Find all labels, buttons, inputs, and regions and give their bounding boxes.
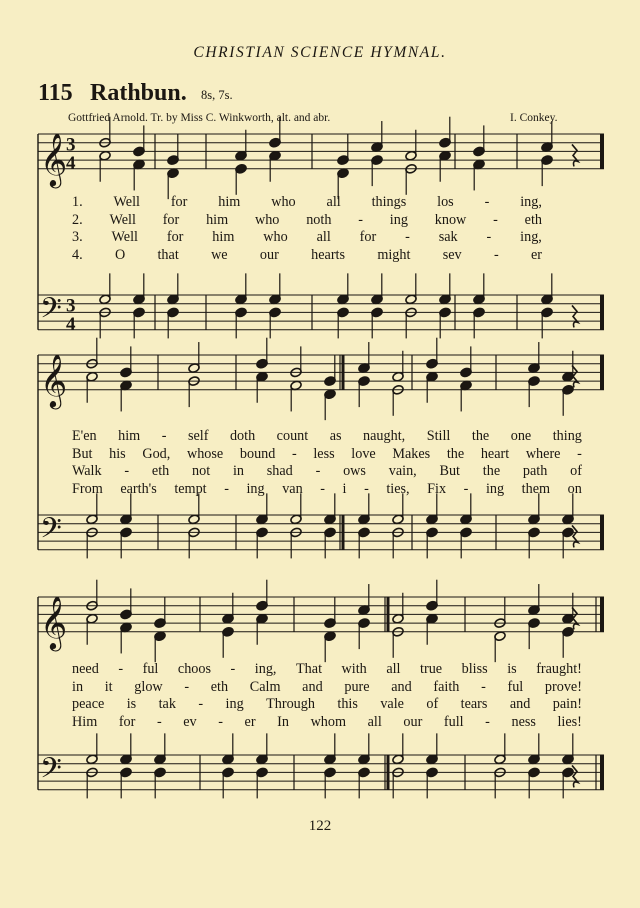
lyric-syllable: the xyxy=(471,428,490,444)
lyric-syllable: them xyxy=(521,480,551,497)
lyric-syllable: - xyxy=(291,445,297,462)
lyric-syllable: faith xyxy=(433,678,460,695)
lyric-syllable: - xyxy=(224,480,229,497)
lyric-syllable: of xyxy=(426,696,439,712)
lyric-line xyxy=(72,194,542,211)
lyric-syllable: where xyxy=(525,445,561,462)
lyric-syllable: and xyxy=(302,678,323,695)
lyric-syllable: on xyxy=(567,480,582,497)
lyric-syllable: Fix xyxy=(427,480,447,497)
lyric-syllable: - xyxy=(230,661,236,677)
lyric-syllable: eth xyxy=(524,211,542,228)
lyric-syllable: But xyxy=(72,445,93,462)
running-title: CHRISTIAN SCIENCE HYMNAL. xyxy=(193,44,447,61)
lyric-syllable: ful xyxy=(142,661,159,677)
lyric-syllable: who xyxy=(263,229,288,245)
lyric-syllable: tempt xyxy=(174,480,207,497)
lyric-syllable: - xyxy=(486,229,492,245)
lyric-syllable: naught, xyxy=(363,428,406,444)
lyric-syllable: not xyxy=(192,463,211,479)
time-signature-bass-top: 3 xyxy=(66,295,76,317)
lyric-syllable: of xyxy=(570,463,582,479)
lyric-syllable: 2. xyxy=(72,211,83,228)
lyric-syllable: him xyxy=(206,211,229,228)
quarter-rest xyxy=(572,144,578,166)
lyric-syllable: Walk xyxy=(72,463,102,479)
lyric-syllable: all xyxy=(386,661,401,677)
lyric-line xyxy=(72,661,582,678)
text-credit: Gottfried Arnold. Tr. by Miss C. Winkworth, alt. and abr. xyxy=(68,112,331,124)
lyric-syllable: tears xyxy=(460,696,488,712)
lyric-syllable: is xyxy=(126,696,137,712)
treble-clef: 𝄞 xyxy=(40,131,68,186)
lyric-syllable: and xyxy=(391,678,412,695)
lyric-syllable: who xyxy=(254,211,280,228)
lyric-syllable: with xyxy=(341,661,367,677)
lyric-line xyxy=(72,481,582,498)
lyric-syllable: know xyxy=(434,211,467,228)
lyric-syllable: - xyxy=(405,229,410,245)
lyric-syllable: los xyxy=(437,194,454,210)
lyric-syllable: ing, xyxy=(520,229,542,245)
quarter-rest xyxy=(572,765,578,787)
lyric-syllable: sev xyxy=(442,246,462,263)
lyric-syllable: bliss xyxy=(461,661,488,677)
treble-clef: 𝄞 xyxy=(40,594,68,649)
lyric-syllable: E'en xyxy=(72,428,97,444)
lyric-syllable: choos xyxy=(177,661,211,677)
lyric-syllable: ing, xyxy=(254,661,277,677)
lyric-syllable: him xyxy=(118,428,141,444)
lyric-syllable: him xyxy=(212,229,235,245)
lyric-syllable: this xyxy=(337,696,358,712)
lyric-syllable: the xyxy=(482,463,501,479)
lyric-syllable: for xyxy=(162,211,180,228)
lyric-syllable: ing xyxy=(485,480,505,497)
lyric-syllable: - xyxy=(485,713,490,730)
lyric-syllable: vale xyxy=(380,696,404,712)
lyric-syllable: count xyxy=(276,428,309,444)
lyric-syllable: ness xyxy=(511,713,536,730)
meter: 8s, 7s. xyxy=(201,88,233,102)
lyric-syllable: Calm xyxy=(249,678,281,695)
lyric-syllable: But xyxy=(439,463,460,479)
time-signature-treble-bottom: 4 xyxy=(66,152,76,174)
lyric-syllable: O xyxy=(114,246,126,263)
lyric-syllable: - xyxy=(198,696,204,712)
bass-clef: 𝄢 xyxy=(40,292,62,333)
lyric-syllable: in xyxy=(232,463,244,479)
lyric-syllable: hearts xyxy=(311,246,346,263)
lyric-syllable: - xyxy=(320,480,325,497)
lyric-syllable: heart xyxy=(480,445,510,462)
lyric-syllable: whose xyxy=(186,445,224,462)
lyric-syllable: him xyxy=(218,194,241,210)
lyric-syllable: vain, xyxy=(388,463,417,479)
lyric-syllable: we xyxy=(211,246,228,263)
lyric-syllable: - xyxy=(493,211,498,228)
time-signature-treble-top: 3 xyxy=(66,134,76,156)
lyric-syllable: peace xyxy=(72,696,105,712)
lyric-syllable: - xyxy=(315,463,321,479)
lyric-syllable: ing xyxy=(389,211,408,228)
music-credit: I. Conkey. xyxy=(510,112,558,124)
lyric-syllable: 4. xyxy=(72,246,83,263)
lyric-syllable: lies! xyxy=(557,713,582,730)
lyric-syllable: - xyxy=(124,463,130,479)
bass-clef: 𝄢 xyxy=(40,512,62,553)
lyric-line xyxy=(72,247,542,264)
lyric-syllable: - xyxy=(358,211,363,228)
lyric-syllable: earth's xyxy=(120,480,157,497)
lyric-syllable: for xyxy=(359,229,377,245)
lyric-syllable: er xyxy=(530,246,542,263)
lyric-syllable: for xyxy=(170,194,188,210)
lyric-syllable: self xyxy=(187,428,209,444)
lyric-syllable: That xyxy=(296,661,323,677)
lyric-syllable: it xyxy=(104,678,113,695)
quarter-rest xyxy=(572,305,578,327)
tune-name: Rathbun. xyxy=(90,80,187,106)
lyric-syllable: 3. xyxy=(72,229,83,245)
lyric-syllable: Makes xyxy=(392,445,431,462)
lyric-syllable: From xyxy=(72,480,103,497)
lyric-syllable: ing, xyxy=(520,194,542,210)
lyric-syllable: - xyxy=(577,445,582,462)
lyric-syllable: prove! xyxy=(544,678,582,695)
lyric-syllable: - xyxy=(484,194,490,210)
treble-clef: 𝄞 xyxy=(40,352,68,407)
lyric-syllable: eth xyxy=(151,463,170,479)
lyric-syllable: In xyxy=(277,713,289,730)
lyric-syllable: eth xyxy=(210,678,229,695)
lyric-syllable: sak xyxy=(438,229,458,245)
lyric-syllable: pure xyxy=(344,678,370,695)
lyric-syllable: all xyxy=(326,194,341,210)
lyric-syllable: i xyxy=(342,480,347,497)
lyric-syllable: er xyxy=(244,713,256,730)
time-signature-bass-bottom: 4 xyxy=(66,313,76,335)
lyric-line xyxy=(72,463,582,480)
lyric-syllable: things xyxy=(371,194,407,210)
lyric-syllable: all xyxy=(367,713,382,730)
lyric-syllable: all xyxy=(316,229,331,245)
lyric-syllable: as xyxy=(329,428,342,444)
lyric-line xyxy=(72,696,582,713)
lyric-syllable: our xyxy=(259,246,279,263)
lyric-syllable: in xyxy=(72,678,84,695)
lyric-syllable: Well xyxy=(113,194,140,210)
lyric-syllable: - xyxy=(118,661,124,677)
lyric-syllable: - xyxy=(481,678,486,695)
lyric-syllable: that xyxy=(157,246,179,263)
lyric-syllable: might xyxy=(377,246,411,263)
lyric-syllable: shad xyxy=(266,463,293,479)
lyric-syllable: for xyxy=(118,713,136,730)
lyric-syllable: path xyxy=(522,463,548,479)
lyric-syllable: 1. xyxy=(72,194,83,210)
lyric-syllable: ing xyxy=(225,696,244,712)
lyric-syllable: who xyxy=(271,194,296,210)
lyric-syllable: whom xyxy=(310,713,347,730)
lyric-syllable: ful xyxy=(507,678,524,695)
lyric-syllable: less xyxy=(313,445,335,462)
lyric-syllable: - xyxy=(156,713,162,730)
lyric-syllable: Still xyxy=(426,428,451,444)
lyric-syllable: Well xyxy=(109,211,136,228)
lyric-line xyxy=(72,212,542,229)
lyric-syllable: full xyxy=(443,713,464,730)
lyric-syllable: is xyxy=(507,661,517,677)
lyric-syllable: one xyxy=(510,428,532,444)
lyric-syllable: true xyxy=(420,661,443,677)
lyric-syllable: God, xyxy=(142,445,171,462)
hymn-number: 115 xyxy=(38,80,73,106)
lyric-line xyxy=(72,428,582,445)
lyric-syllable: - xyxy=(161,428,167,444)
lyric-syllable: doth xyxy=(229,428,256,444)
lyric-syllable: pain! xyxy=(552,696,582,712)
page-number: 122 xyxy=(308,818,332,834)
lyric-line xyxy=(72,679,582,696)
lyric-syllable: tak xyxy=(158,696,176,712)
lyric-syllable: - xyxy=(463,480,469,497)
quarter-rest xyxy=(572,525,578,547)
lyric-syllable: need xyxy=(72,661,99,677)
lyric-syllable: - xyxy=(364,480,369,497)
lyric-syllable: - xyxy=(218,713,223,730)
bass-clef: 𝄢 xyxy=(40,752,62,793)
lyric-syllable: Through xyxy=(266,696,315,712)
lyric-syllable: van xyxy=(282,480,303,497)
lyric-syllable: ev xyxy=(183,713,197,730)
lyric-syllable: for xyxy=(166,229,184,245)
lyric-line xyxy=(72,229,542,246)
lyric-syllable: noth xyxy=(306,211,332,228)
lyric-syllable: - xyxy=(184,678,190,695)
lyric-syllable: - xyxy=(493,246,499,263)
lyric-syllable: glow xyxy=(134,678,163,695)
lyric-syllable: thing xyxy=(552,428,582,444)
lyric-line xyxy=(72,714,582,731)
lyric-syllable: bound xyxy=(239,445,276,462)
lyric-syllable: and xyxy=(509,696,531,712)
lyric-syllable: ows xyxy=(343,463,366,479)
lyric-syllable: love xyxy=(351,445,376,462)
lyric-syllable: our xyxy=(403,713,423,730)
lyric-syllable: the xyxy=(446,445,465,462)
lyric-syllable: his xyxy=(109,445,126,462)
lyric-syllable: Him xyxy=(72,713,98,730)
lyric-syllable: fraught! xyxy=(536,661,582,677)
lyric-syllable: ties, xyxy=(386,480,410,497)
lyric-syllable: ing xyxy=(246,480,265,497)
lyric-syllable: Well xyxy=(111,229,138,245)
lyric-line xyxy=(72,446,582,463)
